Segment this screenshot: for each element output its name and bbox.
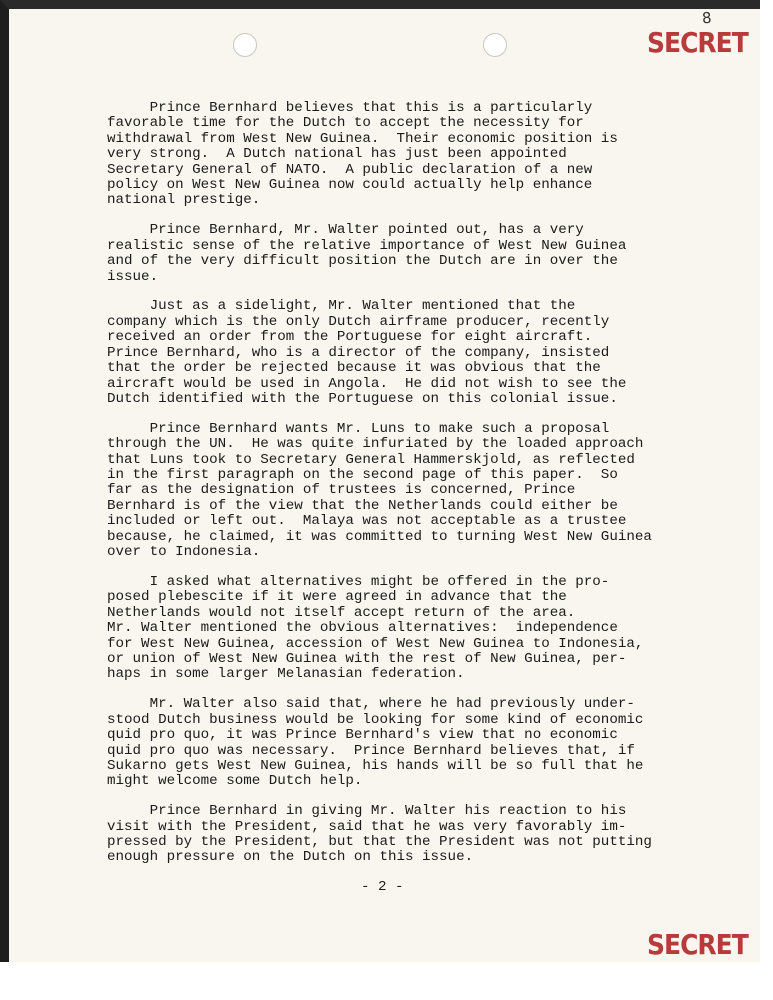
secret-stamp-top: SECRET: [647, 26, 748, 59]
handwritten-page-number: 8: [701, 8, 713, 28]
punch-hole-left: [233, 33, 257, 57]
paragraph-2: Prince Bernhard, Mr. Walter pointed out, has a very realistic sense of the relative importance of West New Guinea and of the very difficult position the Dutch are in over the issue.: [107, 222, 627, 285]
paragraph-4: Prince Bernhard wants Mr. Luns to make such a proposal through the UN. He was quite infuriated by the loaded approach that Luns took to Secretary General Hammerskjold, as reflected in the first paragraph on the second page of this paper. So far as the designation of trustees is concerned, Prince Bernhard is of the view that the Netherlands could either be included or left out. Malaya was not acceptable as a trustee because, he claimed, it was committed to turning West New Guinea over to Indonesia.: [107, 420, 652, 561]
page-footer: - 2 -: [361, 879, 404, 895]
paragraph-5: I asked what alternatives might be offered in the pro- posed plebescite if it were agreed in advance that the Netherlands would not itself accept return of the area. Mr. Walter mentioned the obvious alternatives: independence for West New Guinea, accession of West New Guinea to Indonesia, or union of West New Guinea with the rest of New Guinea, per- haps in some larger Melanasian federation.: [107, 573, 644, 683]
secret-stamp-bottom: SECRET: [647, 928, 748, 961]
memo-body: [107, 101, 697, 880]
scan-margin: [760, 0, 773, 1000]
paragraph-6: Mr. Walter also said that, where he had previously under- stood Dutch business would be looking for some kind of economic quid pro quo, it was Prince Bernhard's view that no economic quid pro quo was necessary. Prince Bernhard believes that, if Sukarno gets West New Guinea, his hands will be so full that he might welcome some Dutch help.: [107, 696, 644, 790]
paragraph-7: Prince Bernhard in giving Mr. Walter his reaction to his visit with the President, said that he was very favorably im- pressed by the President, but that the President was not putting enough pressure on the Dutch on this issue.: [107, 803, 652, 866]
paragraph-1: Prince Bernhard believes that this is a particularly favorable time for the Dutch to accept the necessity for withdrawal from West New Guinea. Their economic position is very strong. A Dutch national has just been appointed Secretary General of NATO. A public declaration of a new policy on West New Guinea now could actually help enhance national prestige.: [107, 100, 618, 209]
punch-hole-right: [483, 33, 507, 57]
paragraph-3: Just as a sidelight, Mr. Walter mentioned that the company which is the only Dutch airframe producer, recently received an order from the Portuguese for eight aircraft. Prince Bernhard, who is a director of the company, insisted that the order be rejected because it was obvious that the aircraft would be used in Angola. He did not wish to see the Dutch identified with the Portuguese on this colonial issue.: [107, 298, 627, 407]
